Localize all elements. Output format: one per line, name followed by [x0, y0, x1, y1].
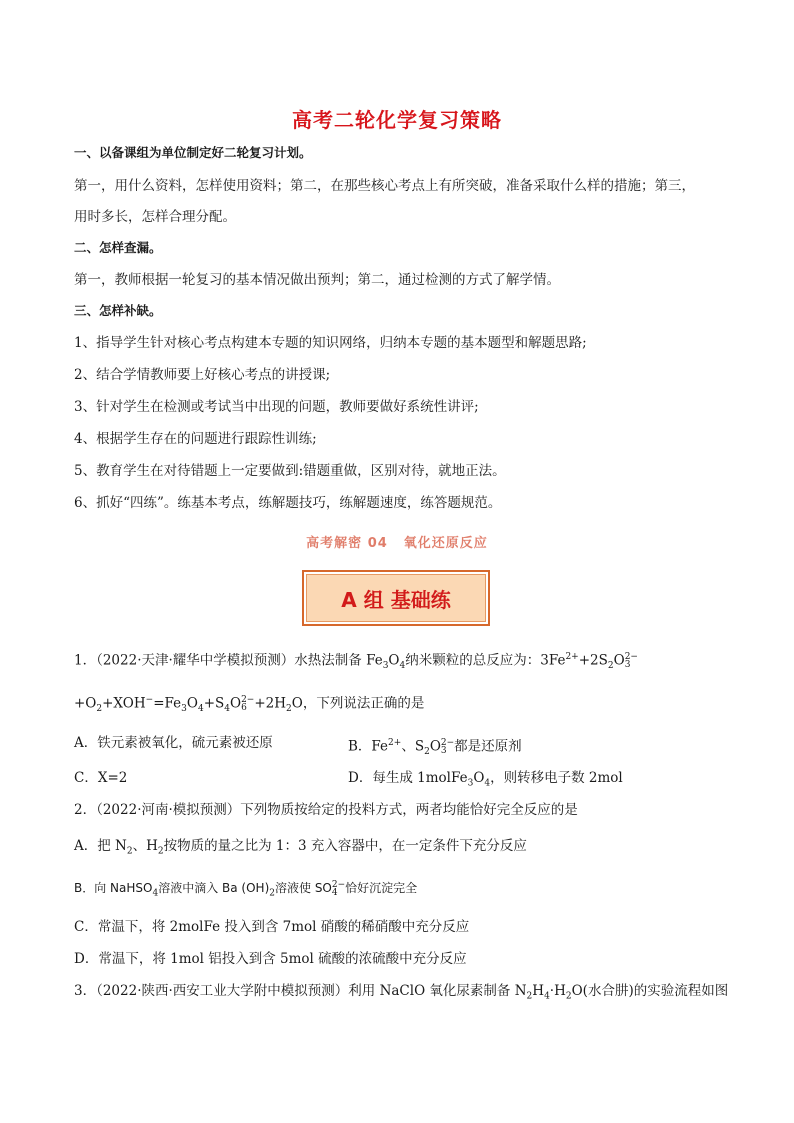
list-item: 5、教育学生在对待错题上一定要做到:错题重做，区别对待，就地正法。 [74, 463, 506, 479]
section-subtitle [0, 532, 794, 551]
paragraph: 第一，用什么资料，怎样使用资料；第二，在那些核心考点上有所突破，准备采取什么样的措施；第三， [74, 178, 695, 194]
list-item: 2、结合学情教师要上好核心考点的讲授课; [74, 367, 331, 383]
section-heading-3: 三、怎样补缺。 [74, 303, 162, 318]
question-3-stem: 3．（2022·陕西·西安工业大学附中模拟预测）利用 NaClO 氧化尿素制备 $N_2H_4\cdot H_2O$(水合肼)的实验流程如图 [74, 983, 729, 1002]
question-2-option-a: A．把 $N_2$、$H_2$按物质的量之比为 1：3 充入容器中，在一定条件下充分反应 [74, 838, 527, 857]
page-title: 高考二轮化学复习策略 [292, 108, 502, 132]
section-heading-1: 一、以备课组为单位制定好二轮复习计划。 [74, 145, 312, 160]
question-1-option-d: D．每生成 $1molFe_3O_4$，则转移电子数 2mol [348, 770, 623, 789]
group-label: A 组 基础练 [306, 574, 486, 622]
list-item: 4、根据学生存在的问题进行跟踪性训练; [74, 431, 317, 447]
question-2-stem: 2．（2022·河南·模拟预测）下列物质按给定的投料方式，两者均能恰好完全反应的是 [74, 802, 578, 818]
question-1-option-a: A．铁元素被氧化，硫元素被还原 [74, 735, 273, 751]
paragraph: 第一，教师根据一轮复习的基本情况做出预判；第二，通过检测的方式了解学情。 [74, 272, 560, 288]
subtitle-topic: 氧化还原反应 [403, 536, 488, 551]
question-1-option-b: B．$Fe^{2+}$、$S_2O$ 2− 3 都是还原剂 [348, 738, 522, 758]
question-1-stem: 1．（2022·天津·耀华中学模拟预测）水热法制备 $Fe_3O_4$纳米颗粒的总反应为：$3Fe^{2+}+2S_2O$ 2− 3 [74, 652, 638, 672]
subtitle-code: 高考解密 04 [306, 536, 388, 551]
list-item: 1、指导学生针对核心考点构建本专题的知识网络，归纳本专题的基本题型和解题思路; [74, 335, 587, 351]
question-2-option-b: B．向 NaHSO$_4$溶液中滴入 Ba $(OH)_2$溶液使 SO 2− 4 恰好沉淀完全 [74, 879, 418, 899]
paragraph: 用时多长，怎样合理分配。 [74, 209, 236, 225]
list-item: 3、针对学生在检测或考试当中出现的问题，教师要做好系统性讲评; [74, 399, 479, 415]
question-2-option-d: D．常温下，将 1mol 铝投入到含 5mol 硫酸的浓硫酸中充分反应 [74, 951, 467, 967]
question-1-option-c: C．X=2 [74, 770, 128, 786]
list-item: 6、抓好“四练”。练基本考点，练解题技巧，练解题速度，练答题规范。 [74, 495, 502, 511]
section-heading-2: 二、怎样查漏。 [74, 240, 162, 255]
question-2-option-c: C．常温下，将 2molFe 投入到含 7mol 硝酸的稀硝酸中充分反应 [74, 919, 470, 935]
question-1-equation: $+O_2+XOH^-=Fe_3O_4+S_4O$ 2− 6 $+2H_2O$，下列说法正确的是 [74, 695, 425, 715]
group-label-box [302, 570, 490, 626]
